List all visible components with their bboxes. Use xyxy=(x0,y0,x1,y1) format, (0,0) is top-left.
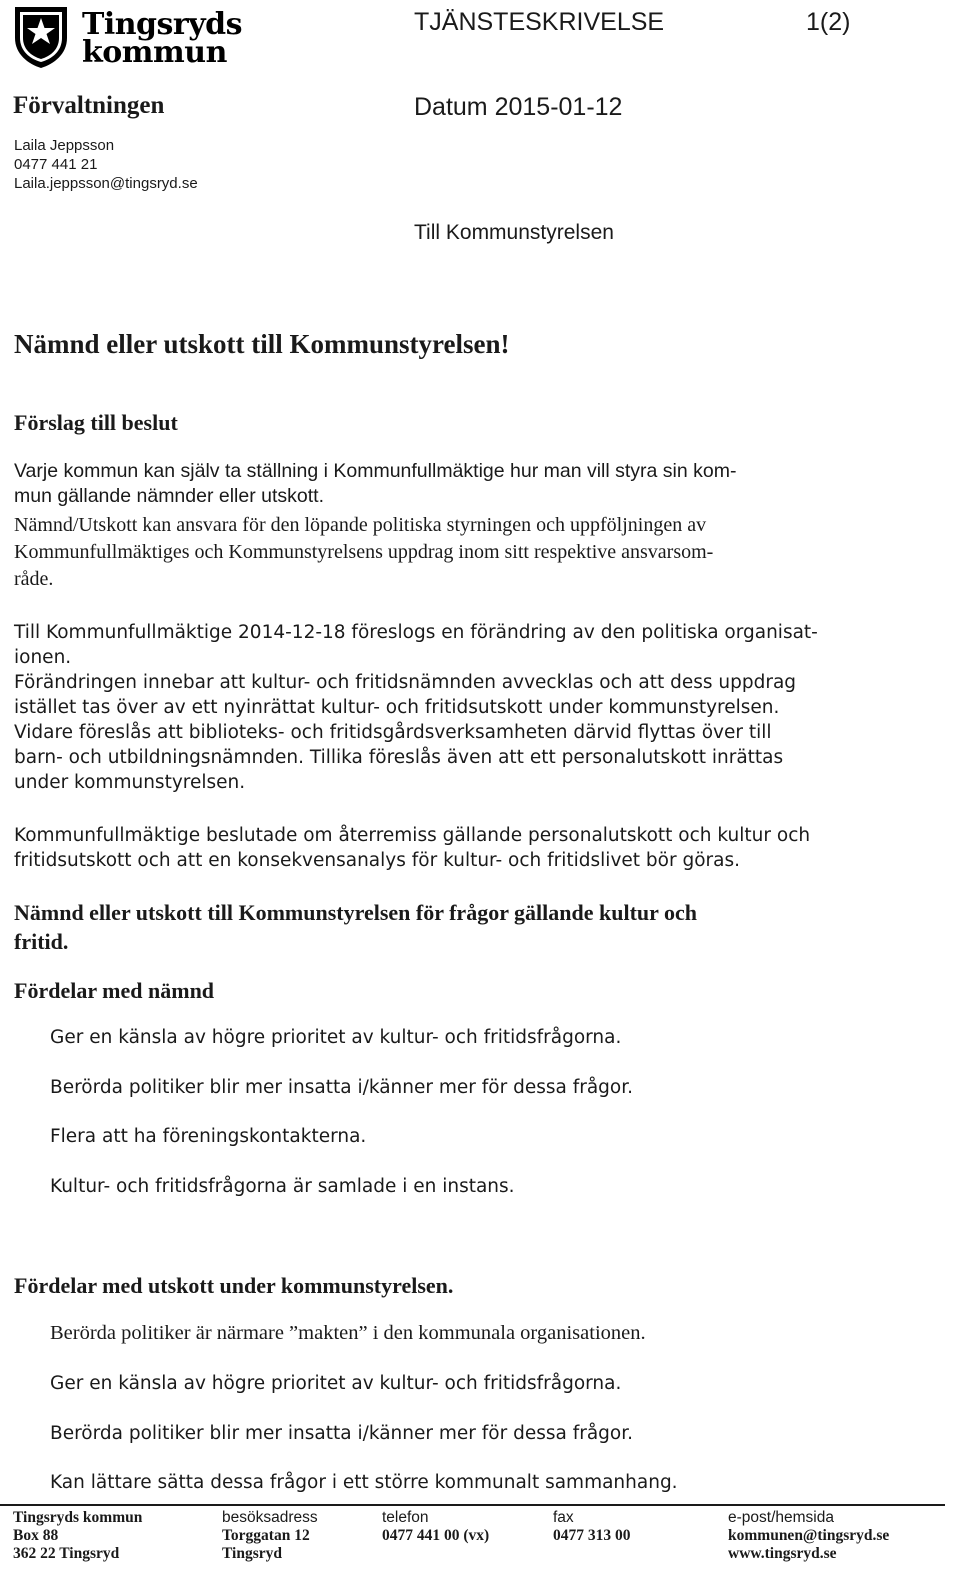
pros-subcommittee-item: Berörda politiker blir mer insatta i/känner mer för dessa frågor. xyxy=(50,1423,634,1444)
footer-email-web xyxy=(728,1509,889,1563)
pros-committee-item: Ger en känsla av högre prioritet av kultur- och fritidsfrågorna. xyxy=(50,1027,622,1048)
footer-label: besöksadress xyxy=(222,1509,318,1526)
footer-phone xyxy=(382,1509,489,1545)
proposal-paragraph-1 xyxy=(14,459,914,509)
footer-fax-number: 0477 313 00 xyxy=(553,1527,631,1544)
proposal-paragraph-3 xyxy=(14,620,914,795)
coat-of-arms-icon xyxy=(12,4,70,70)
pros-committee-item: Berörda politiker blir mer insatta i/känner mer för dessa frågor. xyxy=(50,1077,634,1098)
text-line: Varje kommun kan själv ta ställning i Kommunfullmäktige hur man vill styra sin kom- xyxy=(14,460,737,482)
text-line: Förändringen innebar att kultur- och fritidsnämnden avvecklas och att dess uppdrag xyxy=(14,672,797,693)
pros-committee-item: Kultur- och fritidsfrågorna är samlade i en instans. xyxy=(50,1176,515,1197)
contact-phone: 0477 441 21 xyxy=(14,156,98,173)
text-line: barn- och utbildningsnämnden. Tillika föreslås även att ett personalutskott inrättas xyxy=(14,747,784,768)
footer-street: Torggatan 12 xyxy=(222,1527,310,1544)
heading-line: Nämnd eller utskott till Kommunstyrelsen för frågor gällande kultur och xyxy=(14,900,698,925)
recipient: Till Kommunstyrelsen xyxy=(414,221,614,244)
text-line: ionen. xyxy=(14,647,72,668)
municipality-logo xyxy=(12,4,252,74)
footer-label: e-post/hemsida xyxy=(728,1509,834,1526)
document-type: TJÄNSTESKRIVELSE xyxy=(414,8,665,36)
text-line: råde. xyxy=(14,568,54,590)
text-line: istället tas över av ett nyinrättat kultur- och fritidsutskott under kommunstyrelsen. xyxy=(14,697,780,718)
page-number: 1(2) xyxy=(806,8,851,36)
text-line: Nämnd/Utskott kan ansvara för den löpande politiska styrningen och uppföljningen av xyxy=(14,514,707,536)
pros-committee-item: Flera att ha föreningskontakterna. xyxy=(50,1126,367,1147)
footer-postal: 362 22 Tingsryd xyxy=(13,1545,120,1562)
pros-subcommittee-item: Kan lättare sätta dessa frågor i ett större kommunalt sammanhang. xyxy=(50,1472,678,1493)
pros-committee-heading: Fördelar med nämnd xyxy=(14,978,215,1003)
proposal-paragraph-2 xyxy=(14,512,914,593)
footer-fax xyxy=(553,1509,631,1545)
document-date: Datum 2015-01-12 xyxy=(414,93,623,121)
footer-phone-number: 0477 441 00 (vx) xyxy=(382,1527,490,1544)
footer-label: telefon xyxy=(382,1509,429,1526)
proposal-heading: Förslag till beslut xyxy=(14,410,178,435)
footer-org-name: Tingsryds kommun xyxy=(13,1509,143,1526)
text-line: Till Kommunfullmäktige 2014-12-18 föreslogs en förändring av den politiska organisat- xyxy=(14,622,818,643)
text-line: under kommunstyrelsen. xyxy=(14,772,246,793)
footer-box: Box 88 xyxy=(13,1527,59,1544)
logo-wordmark-line1: Tingsryds xyxy=(82,7,243,42)
text-line: mun gällande nämnder eller utskott. xyxy=(14,485,325,507)
footer-website[interactable]: www.tingsryd.se xyxy=(728,1545,837,1562)
footer-organization xyxy=(13,1509,142,1563)
pros-subcommittee-item: Berörda politiker är närmare ”makten” i den kommunala organisationen. xyxy=(50,1322,646,1344)
footer-email[interactable]: kommunen@tingsryd.se xyxy=(728,1527,890,1544)
pros-subcommittee-item: Ger en känsla av högre prioritet av kultur- och fritidsfrågorna. xyxy=(50,1373,622,1394)
logo-wordmark-line2: kommun xyxy=(82,35,227,70)
text-line: Vidare föreslås att biblioteks- och fritidsgårdsverksamheten därvid flyttas över till xyxy=(14,722,772,743)
contact-name: Laila Jeppsson xyxy=(14,137,115,154)
pros-subcommittee-heading: Fördelar med utskott under kommunstyrelsen. xyxy=(14,1273,454,1298)
footer-city: Tingsryd xyxy=(222,1545,283,1562)
text-line: Kommunfullmäktige beslutade om återremiss gällande personalutskott och kultur och xyxy=(14,825,811,846)
culture-section-heading xyxy=(14,898,697,956)
text-line: fritidsutskott och att en konsekvensanalys för kultur- och fritidslivet bör göras. xyxy=(14,850,740,871)
page-title: Nämnd eller utskott till Kommunstyrelsen! xyxy=(14,329,510,359)
footer-label: fax xyxy=(553,1509,574,1526)
footer-divider xyxy=(0,1504,945,1506)
proposal-paragraph-4 xyxy=(14,823,914,873)
department: Förvaltningen xyxy=(13,92,165,119)
footer-visiting-address xyxy=(222,1509,318,1563)
text-line: Kommunfullmäktiges och Kommunstyrelsens uppdrag inom sitt respektive ansvarsom- xyxy=(14,541,714,563)
heading-line: fritid. xyxy=(14,929,69,954)
contact-email[interactable]: Laila.jeppsson@tingsryd.se xyxy=(14,175,198,192)
